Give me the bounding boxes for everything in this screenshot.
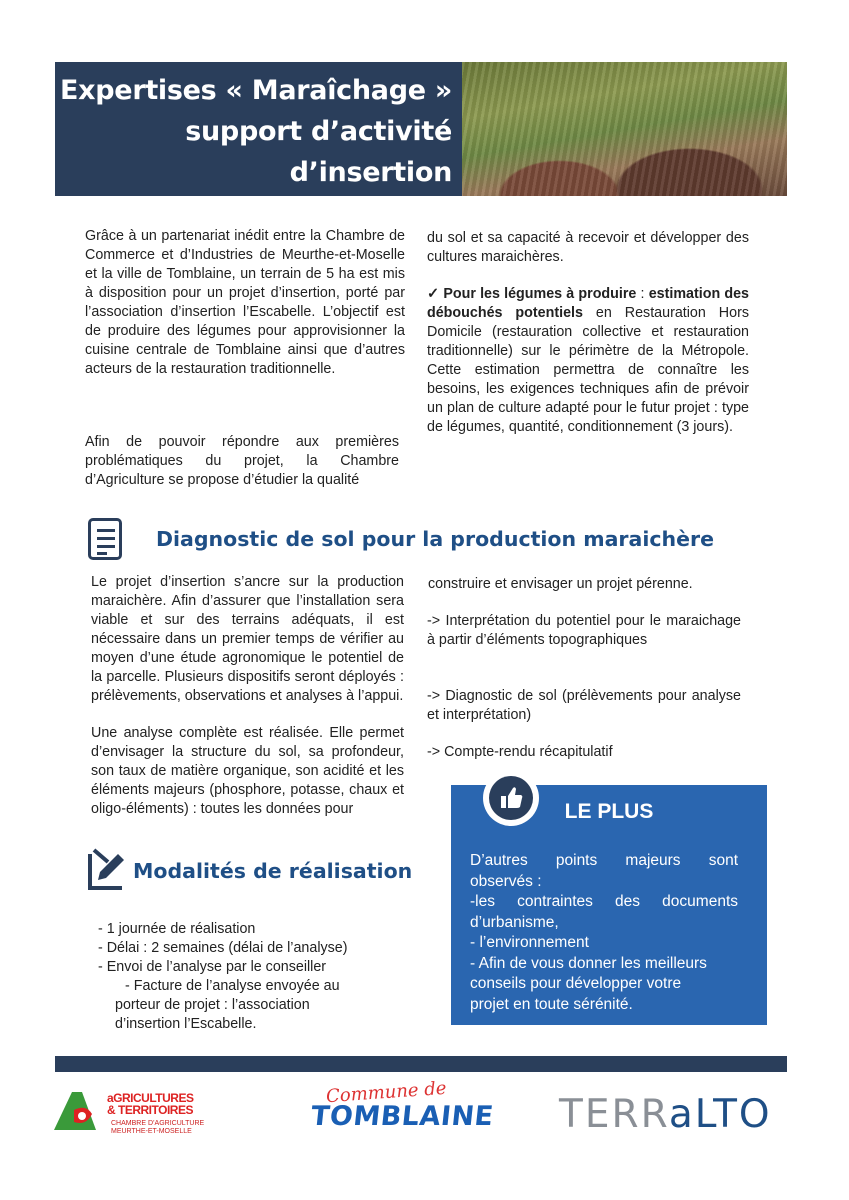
modalites-item-envoi: - Envoi de l’analyse par le conseiller — [98, 959, 327, 975]
commune-de-script: Commune de — [325, 1077, 448, 1108]
le-plus-text: D’autres points majeurs sont observés : -les contraintes des documents d’urbanisme, - l’environnement - Afin de vous donner les meilleurs conseils pour développer votre projet en toute sérénité. — [470, 852, 738, 1013]
title-line-3: d’insertion — [289, 157, 452, 188]
modalites-heading: Modalités de réalisation — [133, 859, 413, 883]
intro-right-paragraph-1: du sol et sa capacité à recevoir et développer des cultures maraichères. — [427, 230, 749, 265]
modalites-item-delai: - Délai : 2 semaines (délai de l’analyse) — [98, 940, 348, 956]
vegetable-garden-photo — [462, 62, 787, 196]
intro-left-paragraph-1: Grâce à un partenariat inédit entre la Chambre de Commerce et d’Industries de Meurthe-et-Moselle et la ville de Tomblaine, un terrain de 5 ha est mis à disposition pour un projet d’insertion, porté par l’association d’insertion l’Escabelle. L’objectif est de produire des légumes pour approvisionner la cuisine centrale de Tomblaine ainsi que d’autres acteurs de la restauration traditionnelle. — [85, 228, 405, 377]
modalites-item-journee: - 1 journée de réalisation — [98, 921, 256, 937]
modalites-subitem-facture: - Facture de l’analyse envoyée au porteur de projet : l’association d’insertion l’Escabelle. — [115, 978, 340, 1032]
legumes-label: ✓ Pour les légumes à produire — [427, 286, 637, 302]
footer-bar — [55, 1056, 787, 1072]
terralto-logo: TERRaLTO — [559, 1092, 772, 1137]
pen-icon — [86, 848, 126, 890]
title-line-2: support d’activité — [185, 116, 452, 147]
intro-right-paragraph-2: ✓ Pour les légumes à produire : estimation des débouchés potentiels en Restauration Hors Domicile (restauration collective et restauration traditionnelle) sur le périmètre de la Métropole. Cette estimation permettra de connaître les besoins, les exigences techniques afin de prévoir un plan de culture adapté pour le futur projet : type de légumes, quantité, conditionnement (3 jours). — [427, 286, 750, 435]
diagnostic-item-interpretation: -> Interprétation du potentiel pour le maraichage à partir d’éléments topographiques — [427, 613, 741, 648]
diagnostic-item-sol: -> Diagnostic de sol (prélèvements pour analyse et interprétation) — [427, 688, 741, 723]
checklist-icon — [88, 518, 122, 560]
title-line-1: Expertises « Maraîchage » — [60, 75, 452, 106]
agricultures-territoires-logo-text: aGRICULTURES & TERRITOIRES — [107, 1091, 194, 1117]
intro-left-paragraph-2: Afin de pouvoir répondre aux premières problématiques du projet, la Chambre d’Agriculture se propose d’étudier la qualité — [85, 434, 399, 488]
diagnostic-heading: Diagnostic de sol pour la production maraichère — [156, 527, 715, 551]
agricultures-territoires-logo-mark — [52, 1086, 104, 1136]
page-title — [60, 70, 452, 193]
debouches-label: estimation des débouchés potentiels — [427, 286, 750, 321]
diagnostic-left-paragraph-1: Le projet d’insertion s’ancre sur la production maraichère. Afin d’assurer que l’installation sera viable et sur des terrains adéquats, il est nécessaire dans un premier temps de vérifier au moyen d’une étude agronomique le potentiel de la parcelle. Plusieurs dispositifs seront déployés : prélèvements, observations et analyses à l’appui. — [91, 574, 404, 704]
modalites-list — [98, 920, 418, 1034]
tomblaine-logo: TOMBLAINE — [309, 1101, 496, 1132]
chambre-agriculture-caption: CHAMBRE D’AGRICULTURE MEURTHE-ET-MOSELLE — [111, 1120, 205, 1135]
header-banner — [55, 62, 787, 196]
diagnostic-left-paragraph-2: Une analyse complète est réalisée. Elle permet d’envisager la structure du sol, sa profondeur, son taux de matière organique, son acidité et les éléments majeurs (phosphore, potasse, chaux et oligo-éléments) : toutes les données pour — [91, 725, 404, 817]
diagnostic-right-paragraph: construire et envisager un projet pérenne. — [428, 576, 693, 592]
le-plus-title: LE PLUS — [564, 800, 654, 823]
diagnostic-item-compte-rendu: -> Compte-rendu récapitulatif — [427, 744, 613, 760]
